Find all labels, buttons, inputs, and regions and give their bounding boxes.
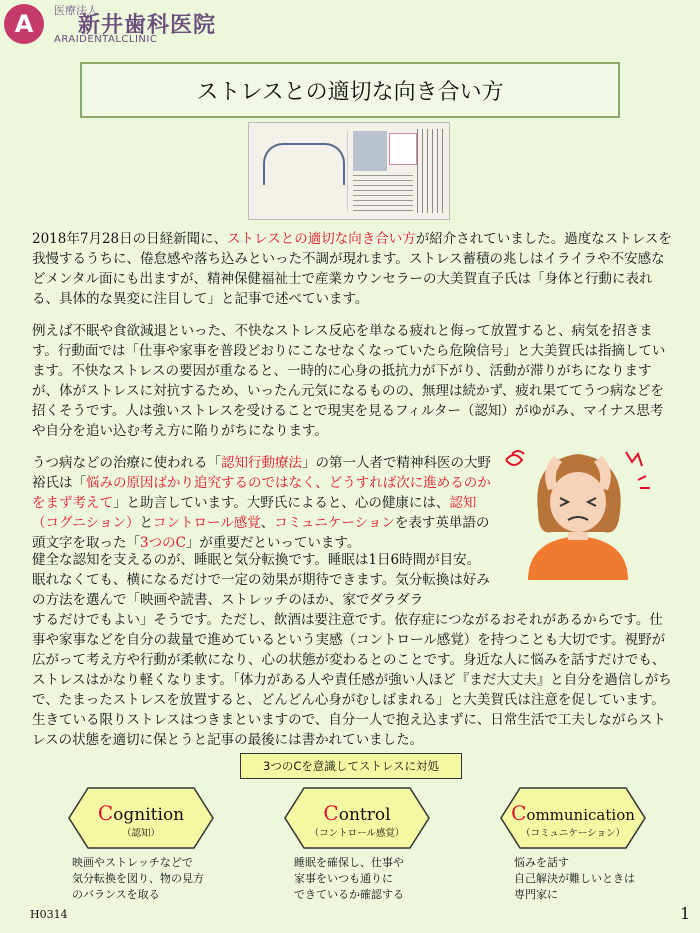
hex-subtitle: （認知） — [121, 828, 160, 839]
body-text: が紹介されていました。過度なストレスを我慢するうちに、倦怠感や落ち込みといった不調が現れます。ストレス蓄積の兆しはイライラや不安感などメンタル面にも出ますが、精神保健福祉士で産業カウンセラーの大美賀直子氏は「身体と行動に表れる、具体的な異変に注目して」と記事で述べています。 — [32, 231, 672, 307]
hex-subtitle: （コントロール感覚） — [309, 828, 405, 839]
clipping-graph — [255, 131, 348, 211]
paragraph-2: 例えば不眠や食欲減退といった、不快なストレス反応を単なる疲れと侮って放置すると、病気を招きます。行動面では「仕事や家事を普段どおりにこなせなくなっていたら危険信号」と大美賀氏は指摘しています。不快なストレスの要因が重なると、一時的に心身の抵抗力が下がり、活動が滞りがちになりますが、体がストレスに対抗するため、いったん元気になるものの、無理は続かず、疲れ果ててうつ病などを招くそうです。人は強いストレスを受けることで現実を見るフィルター（認知）がゆがみ、マイナス思考や自分を追い込む考え方に陥りがちになります。 — [32, 323, 666, 439]
highlight-text: 認知（コグニション） — [32, 495, 477, 531]
paragraph-4: 健全な認知を支えるのが、睡眠と気分転換です。睡眠は1日6時間が目安。眠れなくても、横になるだけで一定の効果が期待できます。気分転換は好みの方法を選んで「映画や読書、ストレッチのほか、家でダラダラ — [32, 552, 490, 608]
hex-communication — [500, 787, 646, 849]
highlight-text: コミュニケーション — [274, 515, 395, 531]
clipping-badge — [389, 133, 417, 165]
hex-word: ognition — [113, 805, 185, 825]
body-text: 2018年7月28日の日経新聞に、 — [32, 231, 228, 247]
paragraph-3 — [32, 453, 492, 553]
clipping-headline-lines — [417, 129, 443, 213]
body-text: 」と助言しています。大野氏によると、心の健康には、 — [113, 495, 450, 511]
hex-subtitle: （コミュニケーション） — [521, 828, 625, 839]
clinic-name-en: ARAIDENTALCLINIC — [54, 34, 158, 45]
body-text: を表す英単語の頭文字を取った「 — [32, 515, 490, 551]
clinic-logo-icon: A — [4, 4, 44, 44]
clipping-text-lines — [353, 175, 413, 211]
highlight-text: 悩みの原因ばかり追究するのではなく、どうすれば次に進めるのかをまず考えて — [32, 475, 491, 511]
legal-prefix: 医療法人 — [54, 4, 98, 17]
body-text: と — [139, 515, 153, 531]
document-id: H0314 — [30, 908, 68, 921]
paragraph-5: するだけでもよい」そうです。ただし、飲酒は要注意です。依存症につながるおそれがあるからです。仕事や家事などを自分の裁量で進めているという実感（コントロール感覚）を持つことも大切です。視野が広がって考え方や行動が柔軟になり、心の状態が変わるとのことです。身近な人に悩みを話すだけでも、ストレスはかなり軽くなります。「体力がある人や責任感が強い人ほど『まだ大丈夫』と自分を過信しがちで、たまったストレスを放置すると、どんどん心身がむしばまれる」と大美賀氏は注意を促しています。生きている限りストレスはつきまといますので、自分一人で抱え込まずに、日常生活で工夫しながらストレスの状態を適切に保とうと記事の最後には書かれていました。 — [32, 612, 672, 748]
paragraph-1 — [32, 229, 672, 309]
hex-word: ommunication — [526, 806, 635, 824]
hex-word: ontrol — [338, 805, 391, 825]
page-number: 1 — [680, 904, 691, 923]
highlight-text: 3つのC — [140, 535, 186, 551]
highlight-text: コントロール感覚 — [152, 515, 261, 531]
hex-cognition — [68, 787, 214, 849]
body-text: 」が重要だといっています。 — [185, 535, 361, 551]
highlight-text: ストレスとの適切な向き合い方 — [227, 231, 416, 247]
control-description: 睡眠を確保し、仕事や 家事をいつも通りに できているか確認する — [294, 856, 404, 901]
stressed-woman-illustration — [498, 440, 658, 580]
body-text: うつ病などの治療に使われる「 — [32, 455, 221, 471]
cognition-description: 映画やストレッチなどで 気分転換を図り、物の見方 のバランスを取る — [72, 856, 204, 901]
hex-initial: C — [323, 801, 339, 825]
clinic-name: 新井歯科医院 — [78, 13, 217, 38]
clinic-header — [0, 0, 700, 46]
page-title: ストレスとの適切な向き合い方 — [196, 79, 504, 105]
communication-description: 悩みを話す 自己解決が難しいときは 専門家に — [514, 856, 635, 901]
highlight-text: 認知行動療法 — [221, 455, 302, 471]
page-title-box — [80, 62, 620, 118]
clipping-photo — [353, 131, 387, 171]
three-c-summary-label: 3つのCを意識してストレスに対処 — [240, 753, 462, 779]
hex-initial: C — [511, 801, 527, 825]
body-text: 、 — [260, 515, 275, 531]
hex-initial: C — [97, 801, 114, 825]
body-text: 」の第一人者で精神科医の大野裕氏は「 — [32, 455, 491, 491]
hex-control — [284, 787, 430, 849]
newspaper-clipping-image — [248, 122, 450, 220]
